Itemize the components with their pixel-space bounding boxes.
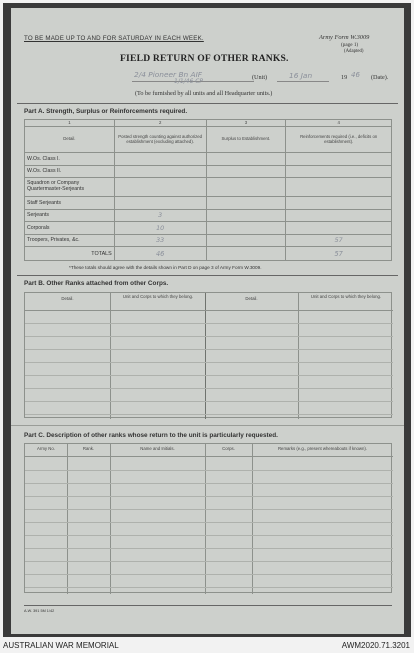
ruled-line bbox=[25, 470, 393, 471]
ruled-line bbox=[25, 561, 393, 562]
b-col-unit-2: Unit and Corps to which they belong. bbox=[310, 294, 382, 299]
ruled-line bbox=[25, 323, 393, 324]
ruled-line bbox=[25, 548, 393, 549]
totals-label: TOTALS bbox=[25, 247, 115, 261]
ruled-line bbox=[25, 574, 393, 575]
ruled-line bbox=[25, 362, 393, 363]
col-header-detail: Detail. bbox=[25, 127, 115, 153]
posted-cell bbox=[114, 178, 206, 197]
col-number-1: 1 bbox=[25, 120, 115, 127]
col-header-reinforcements: Reinforcements required (i.e., deficits on establishment). bbox=[286, 127, 392, 153]
top-note: TO BE MADE UP TO AND FOR SATURDAY IN EACH WEEK. bbox=[24, 35, 204, 42]
row-label: Staff Serjeants bbox=[25, 197, 115, 210]
surplus-cell bbox=[206, 209, 286, 222]
handwritten-date: 16 Jan bbox=[289, 71, 313, 80]
c-col-army-no: Army No. bbox=[37, 446, 55, 451]
ruled-line bbox=[25, 483, 393, 484]
row-label: Squadron or Company Quartermaster-Serjeants bbox=[25, 178, 115, 197]
adapted-note: (Adapted) bbox=[344, 49, 364, 54]
c-col-corps: Corps. bbox=[222, 446, 235, 451]
reinf-cell bbox=[286, 222, 392, 235]
table-row bbox=[25, 178, 392, 197]
totals-reinf: 57 bbox=[286, 247, 392, 261]
ruled-line bbox=[25, 496, 393, 497]
col-number-2: 2 bbox=[114, 120, 206, 127]
col-number-3: 3 bbox=[206, 120, 286, 127]
part-c-table bbox=[24, 443, 392, 593]
table-row bbox=[25, 209, 392, 222]
reinf-cell bbox=[286, 153, 392, 166]
posted-cell: 10 bbox=[114, 222, 206, 235]
posted-cell bbox=[114, 197, 206, 210]
form-title: FIELD RETURN OF OTHER RANKS. bbox=[120, 53, 289, 64]
handwritten-unit-2: 1/1/46 CP bbox=[174, 78, 204, 85]
row-label: Corporals bbox=[25, 222, 115, 235]
footer bbox=[0, 638, 414, 653]
c-col-remarks: Remarks (e.g., present whereabouts if known). bbox=[277, 446, 368, 451]
posted-cell: 33 bbox=[114, 234, 206, 247]
ruled-line bbox=[25, 401, 393, 402]
posted-cell bbox=[114, 165, 206, 178]
ruled-line bbox=[25, 522, 393, 523]
surplus-cell bbox=[206, 197, 286, 210]
ruled-line bbox=[25, 336, 393, 337]
totals-row bbox=[25, 247, 392, 261]
part-a-footnote: *These totals should agree with the details shown in Part D on page 3 of Army Form W.3009. bbox=[69, 265, 262, 270]
ruled-line bbox=[25, 414, 393, 415]
table-row bbox=[25, 234, 392, 247]
part-a-table bbox=[24, 119, 392, 261]
surplus-cell bbox=[206, 165, 286, 178]
row-label: Serjeants bbox=[25, 209, 115, 222]
handwritten-unit: 2/4 Pioneer Bn AIF bbox=[134, 70, 203, 79]
part-b-table bbox=[24, 292, 392, 418]
print-code: A.W. 391 5M 1/42 bbox=[24, 609, 55, 613]
reinf-cell bbox=[286, 209, 392, 222]
row-label: W.Os. Class II. bbox=[25, 165, 115, 178]
b-col-detail-2: Detail. bbox=[245, 296, 258, 301]
page-number: (page 1) bbox=[341, 42, 359, 48]
ruled-line bbox=[25, 587, 393, 588]
ruled-line bbox=[25, 349, 393, 350]
reinf-cell bbox=[286, 197, 392, 210]
surplus-cell bbox=[206, 234, 286, 247]
surplus-cell bbox=[206, 153, 286, 166]
handwritten-year: 46 bbox=[351, 71, 360, 79]
totals-surplus bbox=[206, 247, 286, 261]
form-id: Army Form W.3009 bbox=[319, 34, 370, 41]
ruled-line bbox=[25, 509, 393, 510]
year-prefix: 19 bbox=[341, 74, 348, 81]
part-a-title: Part A. Strength, Surplus or Reinforcements required. bbox=[24, 108, 188, 115]
row-label: Troopers, Privates, &c. bbox=[25, 234, 115, 247]
row-label: W.Os. Class I. bbox=[25, 153, 115, 166]
surplus-cell bbox=[206, 222, 286, 235]
col-number-4: 4 bbox=[286, 120, 392, 127]
surplus-cell bbox=[206, 178, 286, 197]
ruled-line bbox=[25, 388, 393, 389]
c-col-rank: Rank. bbox=[82, 446, 95, 451]
table-row bbox=[25, 222, 392, 235]
reinf-cell: 57 bbox=[286, 234, 392, 247]
table-row bbox=[25, 153, 392, 166]
b-col-detail-1: Detail. bbox=[61, 296, 74, 301]
part-b-title: Part B. Other Ranks attached from other Corps. bbox=[24, 280, 169, 287]
footer-accession-number: AWM2020.71.3201 bbox=[341, 641, 410, 650]
ruled-line bbox=[25, 535, 393, 536]
posted-cell bbox=[114, 153, 206, 166]
table-row bbox=[25, 165, 392, 178]
footer-institution: AUSTRALIAN WAR MEMORIAL bbox=[3, 641, 119, 650]
furnished-note: (To be furnished by all units and all Headquarter units.) bbox=[135, 90, 273, 97]
totals-posted: 46 bbox=[114, 247, 206, 261]
table-row bbox=[25, 197, 392, 210]
posted-cell: 3 bbox=[114, 209, 206, 222]
form-sheet bbox=[11, 8, 404, 634]
part-c-title: Part C. Description of other ranks whose return to the unit is particularly requested. bbox=[24, 432, 278, 439]
reinf-cell bbox=[286, 165, 392, 178]
reinf-cell bbox=[286, 178, 392, 197]
ruled-line bbox=[25, 375, 393, 376]
date-label: (Date). bbox=[371, 74, 389, 81]
b-col-unit-1: Unit and Corps to which they belong. bbox=[122, 294, 194, 299]
col-header-surplus: Surplus to Establishment. bbox=[206, 127, 286, 153]
c-col-name: Name and Initials. bbox=[140, 446, 175, 451]
col-header-posted: Posted strength counting against authorized establishment (excluding attached). bbox=[114, 127, 206, 153]
unit-label: (Unit) bbox=[252, 74, 268, 81]
